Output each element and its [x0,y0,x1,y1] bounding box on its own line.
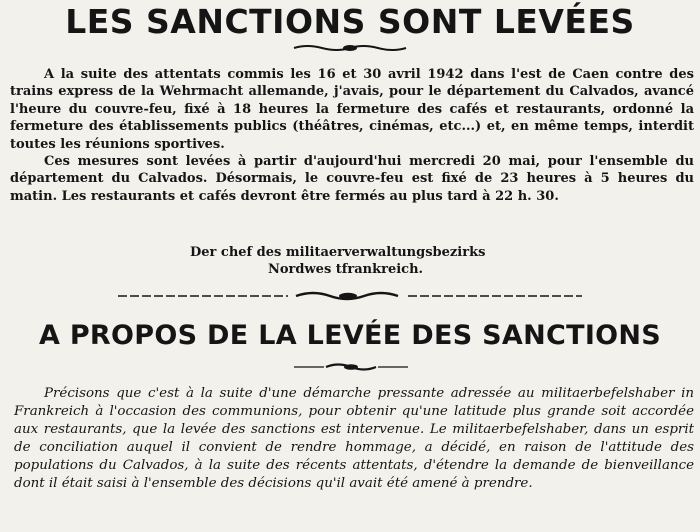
article1-paragraph-2: Ces mesures sont levées à partir d'aujourd'hui mercredi 20 mai, pour l'ensemble du département du Calvados. Désormais, le couvre-feu est fixé de 23 heures à 5 heures du matin. Les restaurants et cafés devront être fermés au plus tard à 22 h. 30. [10,154,694,204]
ornament-rule-lower [294,361,408,373]
ornament-divider-middle [118,289,582,303]
article1-body [10,66,694,205]
article1-paragraph-1: A la suite des attentats commis les 16 et 30 avril 1942 dans l'est de Caen contre des trains express de la Wehrmacht allemande, j'avais, pour le département du Calvados, avancé l'heure du couvre-feu, fixé à 18 heures la fermeture des cafés et restaurants, ordonné la fermeture des établissements publics (théâtres, cinémas, etc...) et, en même temps, interdit toutes les réunions sportives. [10,67,694,152]
article2-paragraph: Précisons que c'est à la suite d'une démarche pressante adressée au militaerbefelshaber in Frankreich à l'occasion des communions, pour obtenir qu'une latitude plus grande soit accordée aux restaurants, que la levée des sanctions est intervenue. Le militaerbefelshaber, dans un esprit de conciliation auquel il convient de rendre hommage, a décidé, en raison de l'attitude des populations du Calvados, à la suite des récents attentats, d'étendre la demande de bienveillance dont il était saisi à l'ensemble des décisions qu'il avait été amené à prendre. [14,386,694,491]
signature-line-2: Nordwes tfrankreich. [268,262,424,277]
headline-sanctions-levees: LES SANCTIONS SONT LEVÉES [65,2,635,41]
headline-a-propos: A PROPOS DE LA LEVÉE DES SANCTIONS [38,320,662,351]
signature-line-1: Der chef des militaerverwaltungsbezirks [190,245,486,260]
ornament-rule-top [292,42,408,54]
article2-body [14,385,694,493]
